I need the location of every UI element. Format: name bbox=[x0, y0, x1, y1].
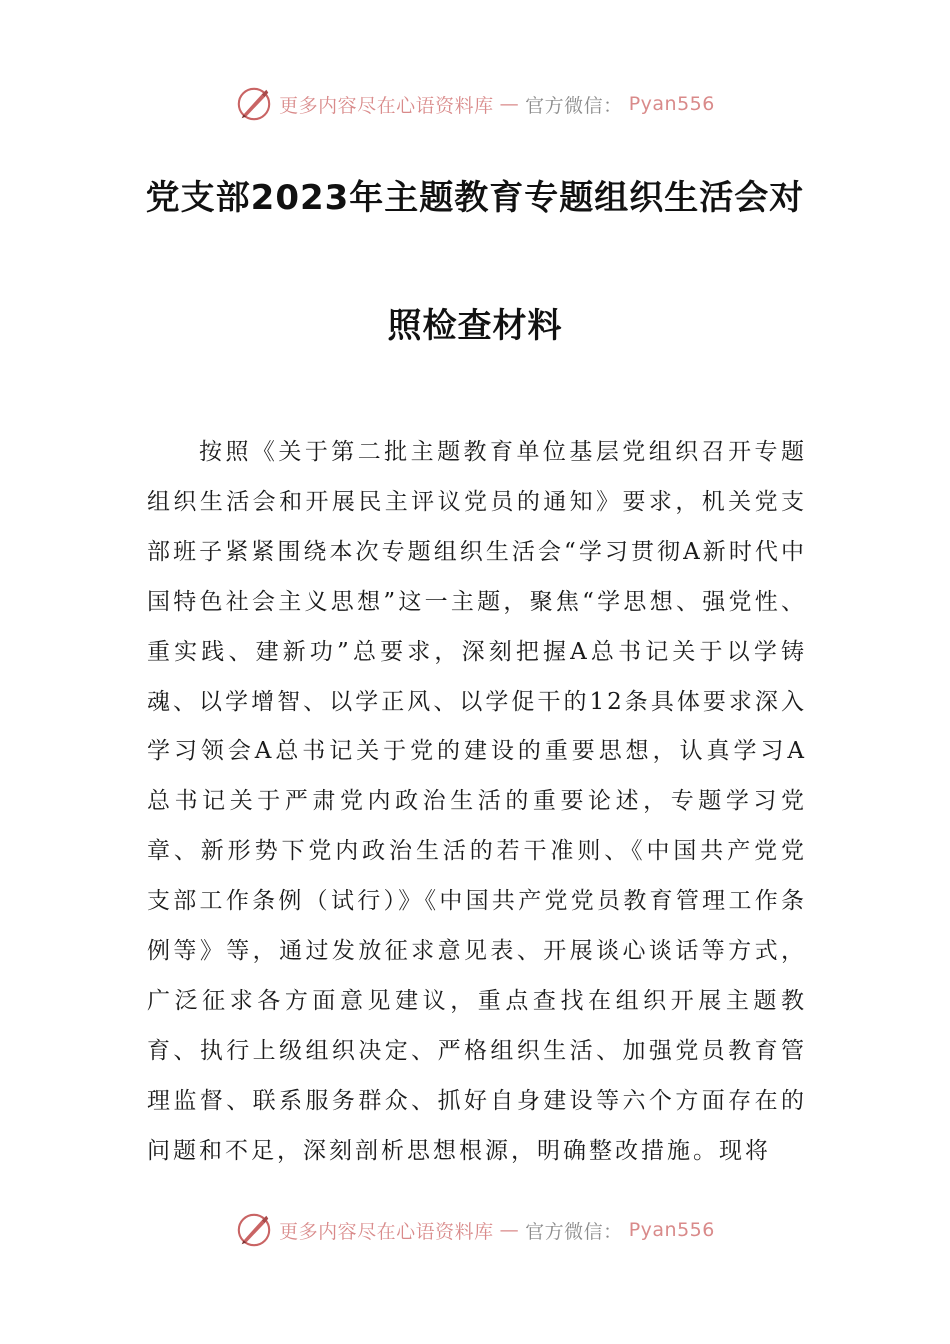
watermark-wechat-id: Pyan556 bbox=[628, 93, 715, 115]
document-body-paragraph: 按照《关于第二批主题教育单位基层党组织召开专题组织生活会和开展民主评议党员的通知》要求，机关党支部班子紧紧围绕本次专题组织生活会“学习贯彻A新时代中国特色社会主义思想”这一主题，聚焦“学思想、强党性、重实践、建新功”总要求，深刻把握A总书记关于以学铸魂、以学增智、以学正风、以学促干的12条具体要求深入学习领会A总书记关于党的建设的重要思想，认真学习A总书记关于严肃党内政治生活的重要论述，专题学习党章、新形势下党内政治生活的若干准则、《中国共产党党支部工作条例（试行）》《中国共产党党员教育管理工作条例等》等，通过发放征求意见表、开展谈心谈话等方式，广泛征求各方面意见建议，重点查找在组织开展主题教育、执行上级组织决定、严格组织生活、加强党员教育管理监督、联系服务群众、抓好自身建设等六个方面存在的问题和不足，深刻剖析思想根源，明确整改措施。现将 bbox=[147, 439, 807, 1164]
document-title-line2: 照检查材料 bbox=[387, 306, 563, 346]
watermark-official-label: 官方微信： bbox=[525, 94, 623, 117]
watermark-wechat-id: Pyan556 bbox=[628, 1219, 715, 1241]
watermark-dash: — bbox=[499, 93, 520, 115]
header-watermark bbox=[0, 84, 950, 124]
watermark-dash: — bbox=[499, 1219, 520, 1241]
pen-logo-icon bbox=[235, 1211, 273, 1249]
watermark-official-label: 官方微信： bbox=[525, 1220, 623, 1243]
watermark-site-text: 更多内容尽在心语资料库 bbox=[279, 94, 494, 117]
footer-watermark bbox=[0, 1210, 950, 1250]
watermark-site-text: 更多内容尽在心语资料库 bbox=[279, 1220, 494, 1243]
document-title-line1: 党支部2023年主题教育专题组织生活会对 bbox=[145, 178, 805, 218]
pen-logo-icon bbox=[235, 85, 273, 123]
